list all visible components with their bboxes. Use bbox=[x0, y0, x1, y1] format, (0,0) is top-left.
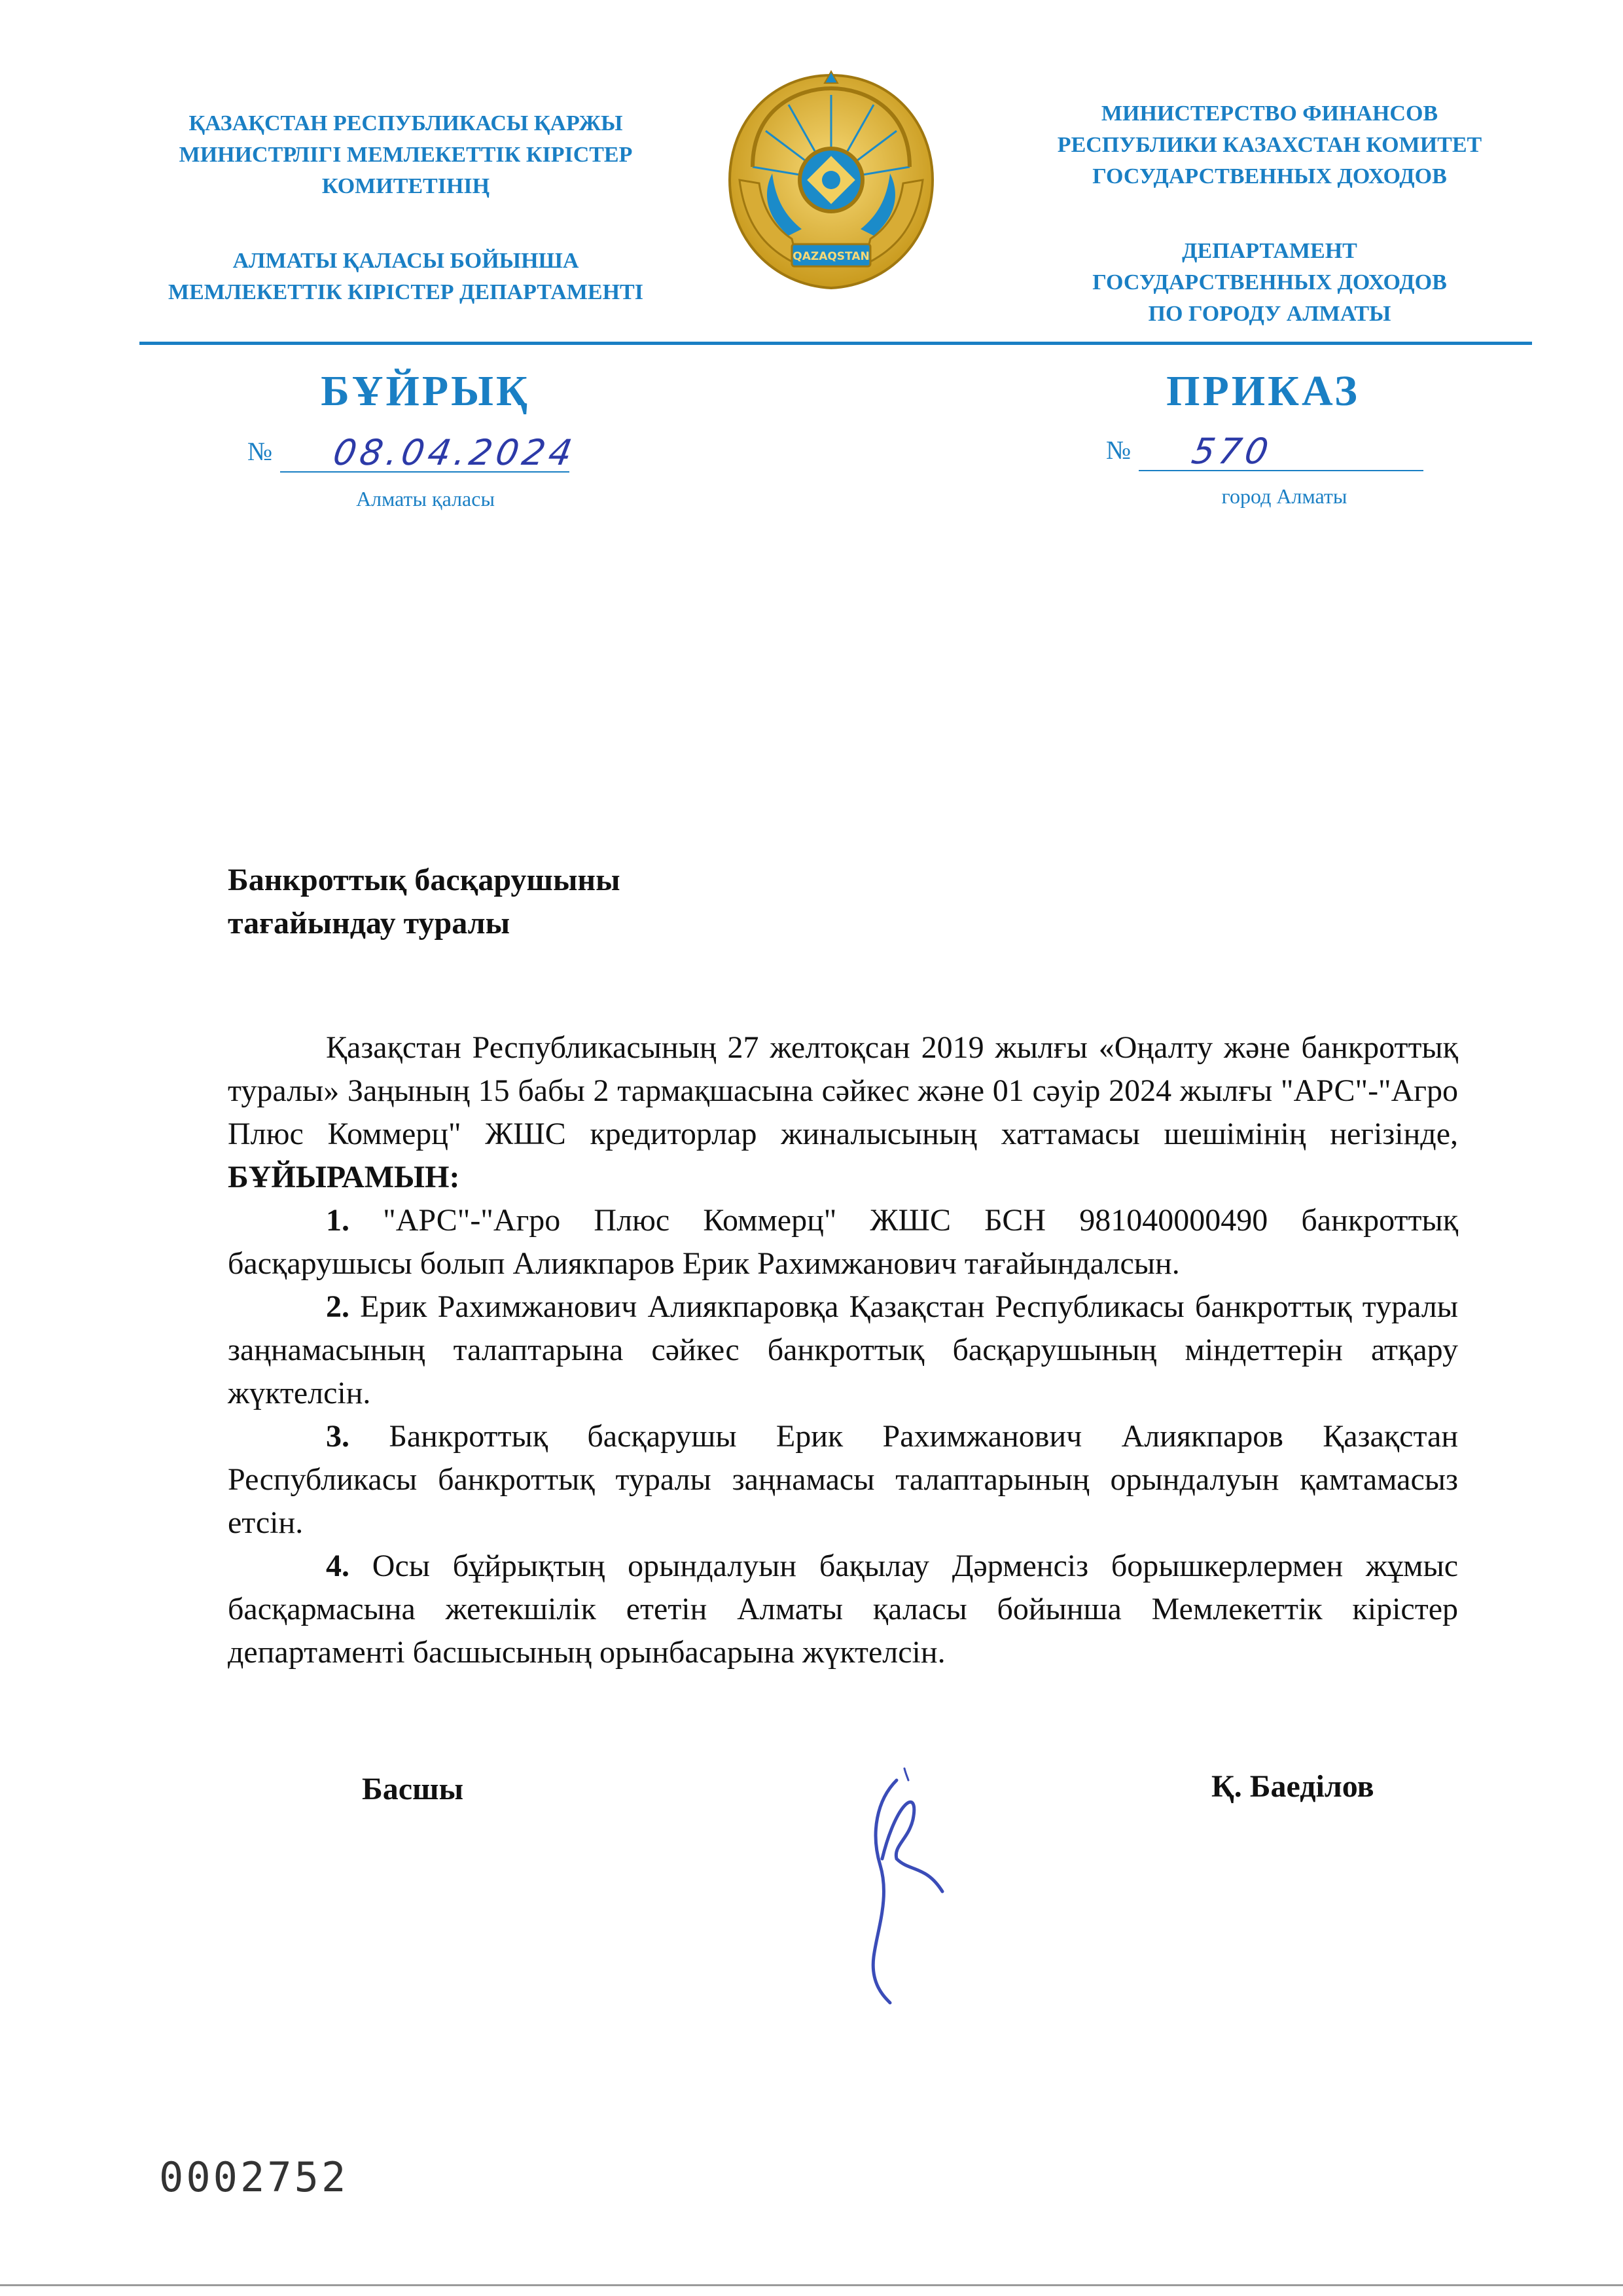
order-item-text: Банкроттық басқарушы Ерик Рахимжанович Алиякпаров Қазақстан Республикасы банкроттық туралы заңнамасы талаптарының орындалуын қамтамасыз етсін. bbox=[228, 1419, 1458, 1540]
handwritten-date: 08.04.2024 bbox=[330, 432, 579, 473]
order-title-russian: ПРИКАЗ bbox=[1166, 367, 1360, 415]
state-emblem-icon bbox=[726, 69, 936, 295]
subject-line2: тағайындау туралы bbox=[228, 906, 510, 941]
header-divider bbox=[139, 342, 1532, 345]
header-left-org-line1: ҚАЗАҚСТАН РЕСПУБЛИКАСЫ ҚАРЖЫ bbox=[188, 111, 623, 135]
subject-line1: Банкроттық басқарушыны bbox=[228, 863, 620, 897]
handwritten-order-number: 570 bbox=[1188, 431, 1275, 472]
header-right-dept-line2: ГОСУДАРСТВЕННЫХ ДОХОДОВ bbox=[1092, 270, 1447, 295]
header-left-org-line2: МИНИСТРЛІГІ МЕМЛЕКЕТТІК КІРІСТЕР bbox=[179, 143, 633, 167]
emblem-text: QAZAQSTAN bbox=[793, 250, 870, 263]
order-item-number: 2. bbox=[326, 1289, 349, 1324]
order-item-text: Ерик Рахимжанович Алиякпаровқа Қазақстан Республикасы банкроттық туралы заңнамасының талаптарына сәйкес банкроттық басқарушының міндеттерін атқару жүктелсін. bbox=[228, 1289, 1458, 1410]
number-sign-left: № bbox=[247, 437, 273, 466]
order-word: БҰЙЫРАМЫН: bbox=[228, 1160, 460, 1194]
order-item bbox=[228, 1545, 1458, 1674]
header-right-dept-line1: ДЕПАРТАМЕНТ bbox=[1182, 239, 1357, 263]
city-russian: город Алматы bbox=[1221, 484, 1347, 508]
header-right-org-line2: РЕСПУБЛИКИ КАЗАХСТАН КОМИТЕТ bbox=[1057, 133, 1482, 157]
page-bottom-edge bbox=[0, 2284, 1623, 2286]
document-subject bbox=[228, 859, 620, 945]
handwritten-signature-icon bbox=[851, 1761, 955, 2009]
preamble-paragraph bbox=[228, 1026, 1458, 1199]
order-item bbox=[228, 1415, 1458, 1545]
order-item-text: "АРС"-"Агро Плюс Коммерц" ЖШС БСН 981040000490 банкроттық басқарушысы болып Алиякпаров Ерик Рахимжанович тағайындалсын. bbox=[228, 1203, 1459, 1281]
signatory-name: Қ. Баеділов bbox=[1211, 1769, 1374, 1804]
preamble-text: Қазақстан Республикасының 27 желтоқсан 2019 жылғы «Оңалту және банкроттық туралы» Заңының 15 бабы 2 тармақшасына сәйкес және 01 сәуір 2024 жылғы "АРС"-"Агро Плюс Коммерц" ЖШС кредиторлар жиналысының хаттамасы шешімінің негізінде, bbox=[228, 1030, 1458, 1151]
header-right-org-line1: МИНИСТЕРСТВО ФИНАНСОВ bbox=[1101, 101, 1438, 126]
header-left-dept-line1: АЛМАТЫ ҚАЛАСЫ БОЙЫНША bbox=[232, 249, 579, 273]
order-item-number: 1. bbox=[326, 1203, 349, 1238]
header-left-dept-line2: МЕМЛЕКЕТТІК КІРІСТЕР ДЕПАРТАМЕНТІ bbox=[168, 280, 643, 304]
order-item-number: 4. bbox=[326, 1549, 349, 1583]
number-sign-right: № bbox=[1106, 435, 1132, 465]
order-item-number: 3. bbox=[326, 1419, 349, 1454]
order-body bbox=[228, 1026, 1458, 1674]
header-left-kazakh bbox=[118, 108, 694, 308]
number-underline bbox=[1139, 470, 1423, 471]
order-item bbox=[228, 1285, 1458, 1415]
order-item bbox=[228, 1199, 1458, 1285]
header-right-dept-line3: ПО ГОРОДУ АЛМАТЫ bbox=[1148, 302, 1391, 326]
serial-number: 0002752 bbox=[159, 2153, 349, 2201]
signatory-role: Басшы bbox=[362, 1772, 464, 1806]
order-item-text: Осы бұйрықтың орындалуын бақылау Дәрменсіз борышкерлермен жұмыс басқармасына жетекшілік ететін Алматы қаласы бойынша Мемлекеттік кірістер департаменті басшысының орынбасарына жүктелсін. bbox=[228, 1549, 1459, 1670]
order-title-kazakh: БҰЙРЫҚ bbox=[321, 367, 530, 415]
header-left-org-line3: КОМИТЕТІНІҢ bbox=[321, 174, 490, 198]
header-right-org-line3: ГОСУДАРСТВЕННЫХ ДОХОДОВ bbox=[1092, 164, 1447, 188]
city-kazakh: Алматы қаласы bbox=[356, 487, 495, 511]
header-right-russian bbox=[982, 98, 1558, 330]
